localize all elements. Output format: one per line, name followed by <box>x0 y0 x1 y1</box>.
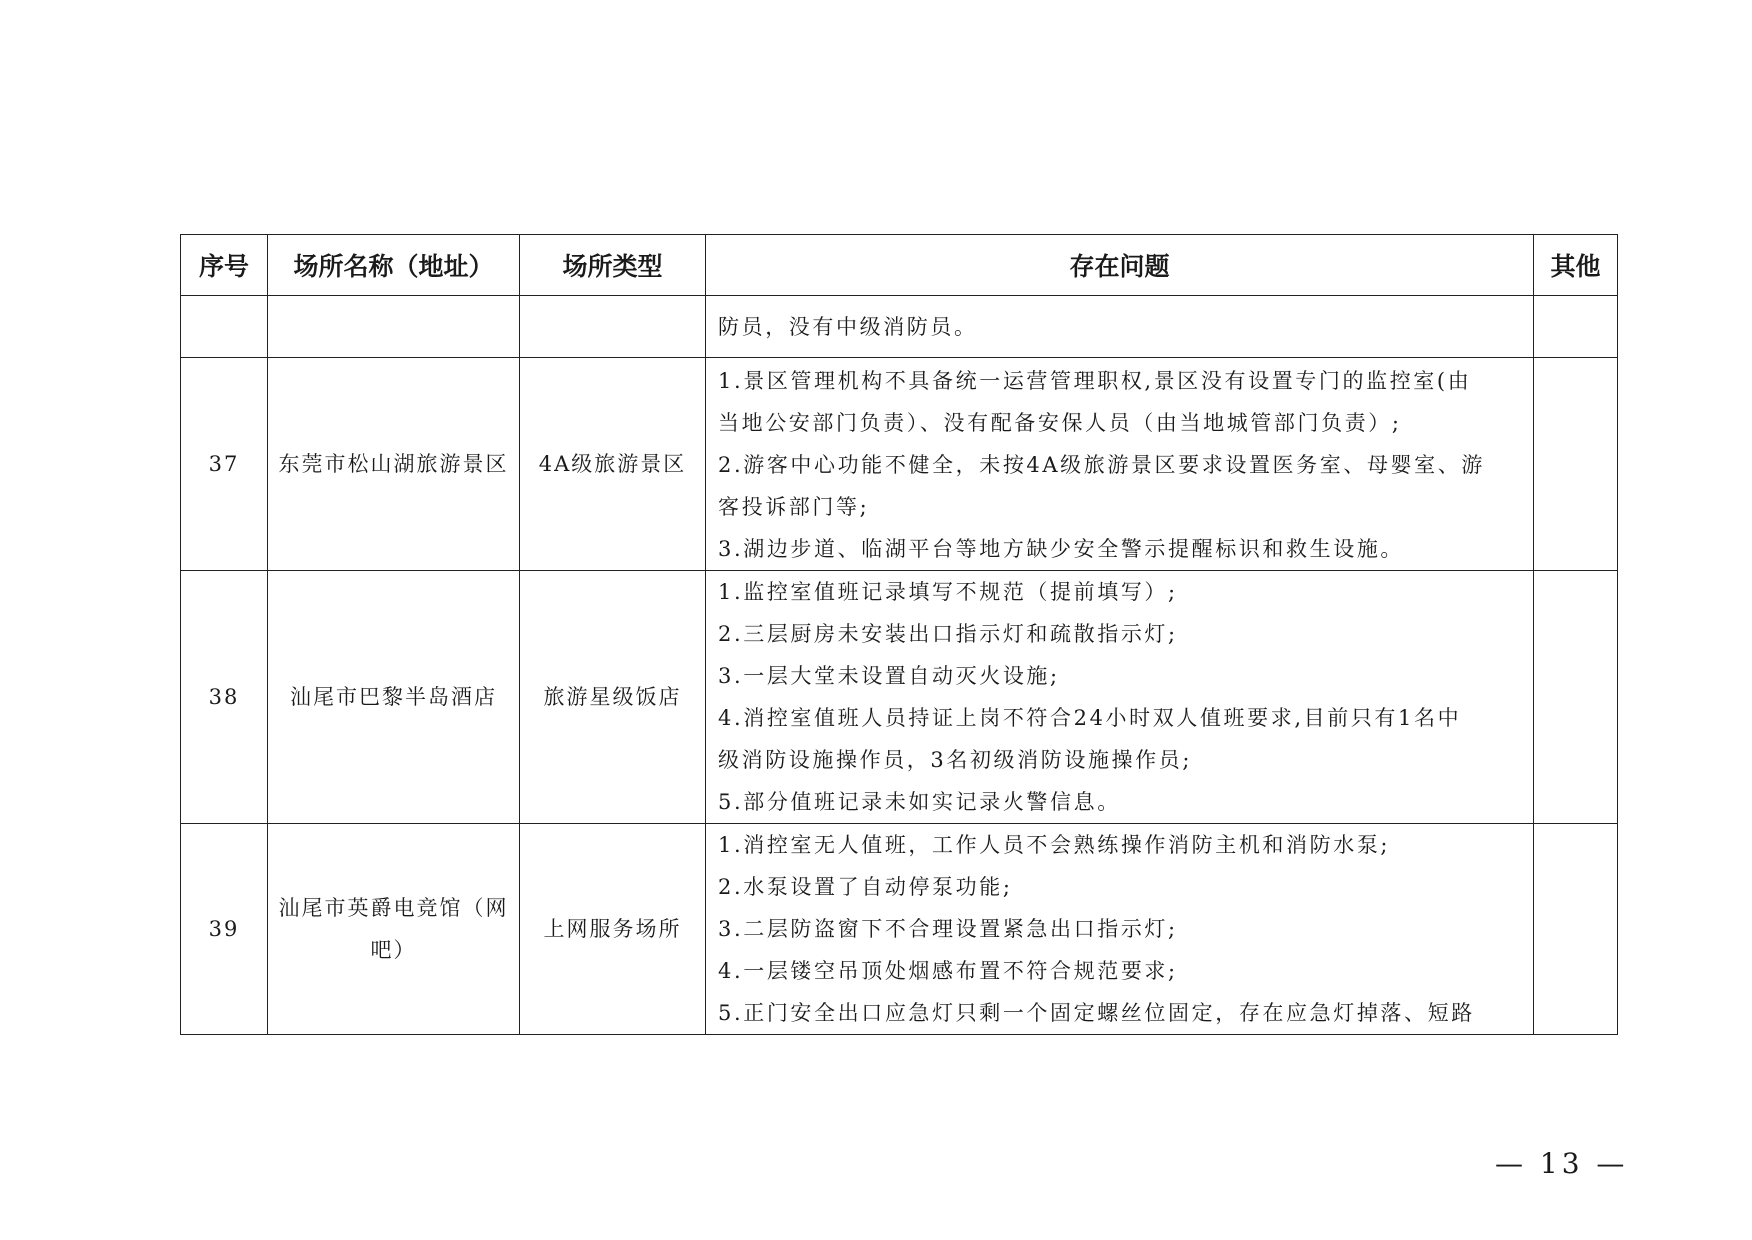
other-cell <box>1534 571 1618 824</box>
other-cell <box>1534 824 1618 1035</box>
table-row <box>181 824 1618 1035</box>
row-no: 38 <box>181 571 268 824</box>
row-type: 上网服务场所 <box>520 824 706 1035</box>
row-name: 汕尾市英爵电竞馆（网吧） <box>268 824 520 1035</box>
issues-cell: 1.景区管理机构不具备统一运营管理职权,景区没有设置专门的监控室(由 当地公安部门负责）、没有配备安保人员（由当地城管部门负责）; 2.游客中心功能不健全，未按4A级旅游景区要求设置医务室、母婴室、游 客投诉部门等; 3.湖边步道、临湖平台等地方缺少安全警示提醒标识和救生设施。 <box>706 358 1534 571</box>
header-no: 序号 <box>181 235 268 296</box>
header-type: 场所类型 <box>520 235 706 296</box>
table-row <box>181 358 1618 571</box>
row-type: 旅游星级饭店 <box>520 571 706 824</box>
row-name: 东莞市松山湖旅游景区 <box>268 358 520 571</box>
table-header <box>181 235 1618 296</box>
inspection-table <box>180 234 1618 1035</box>
page-number: — 13 — <box>1495 1147 1629 1180</box>
issues-cell: 1.消控室无人值班，工作人员不会熟练操作消防主机和消防水泵; 2.水泵设置了自动停泵功能; 3.二层防盗窗下不合理设置紧急出口指示灯; 4.一层镂空吊顶处烟感布置不符合规范要求; 5.正门安全出口应急灯只剩一个固定螺丝位固定，存在应急灯掉落、短路 <box>706 824 1534 1035</box>
row-name: 汕尾市巴黎半岛酒店 <box>268 571 520 824</box>
row-no: 39 <box>181 824 268 1035</box>
row-no: 37 <box>181 358 268 571</box>
header-issues: 存在问题 <box>706 235 1534 296</box>
table-row-continued <box>181 296 1618 358</box>
other-cell <box>1534 358 1618 571</box>
row-type: 4A级旅游景区 <box>520 358 706 571</box>
issues-cell: 1.监控室值班记录填写不规范（提前填写）; 2.三层厨房未安装出口指示灯和疏散指示灯; 3.一层大堂未设置自动灭火设施; 4.消控室值班人员持证上岗不符合24小时双人值班要求,目前只有1名中 级消防设施操作员，3名初级消防设施操作员; 5.部分值班记录未如实记录火警信息。 <box>706 571 1534 824</box>
issues-cell: 防员，没有中级消防员。 <box>706 296 1534 358</box>
header-other: 其他 <box>1534 235 1618 296</box>
table-row <box>181 571 1618 824</box>
header-name: 场所名称（地址） <box>268 235 520 296</box>
